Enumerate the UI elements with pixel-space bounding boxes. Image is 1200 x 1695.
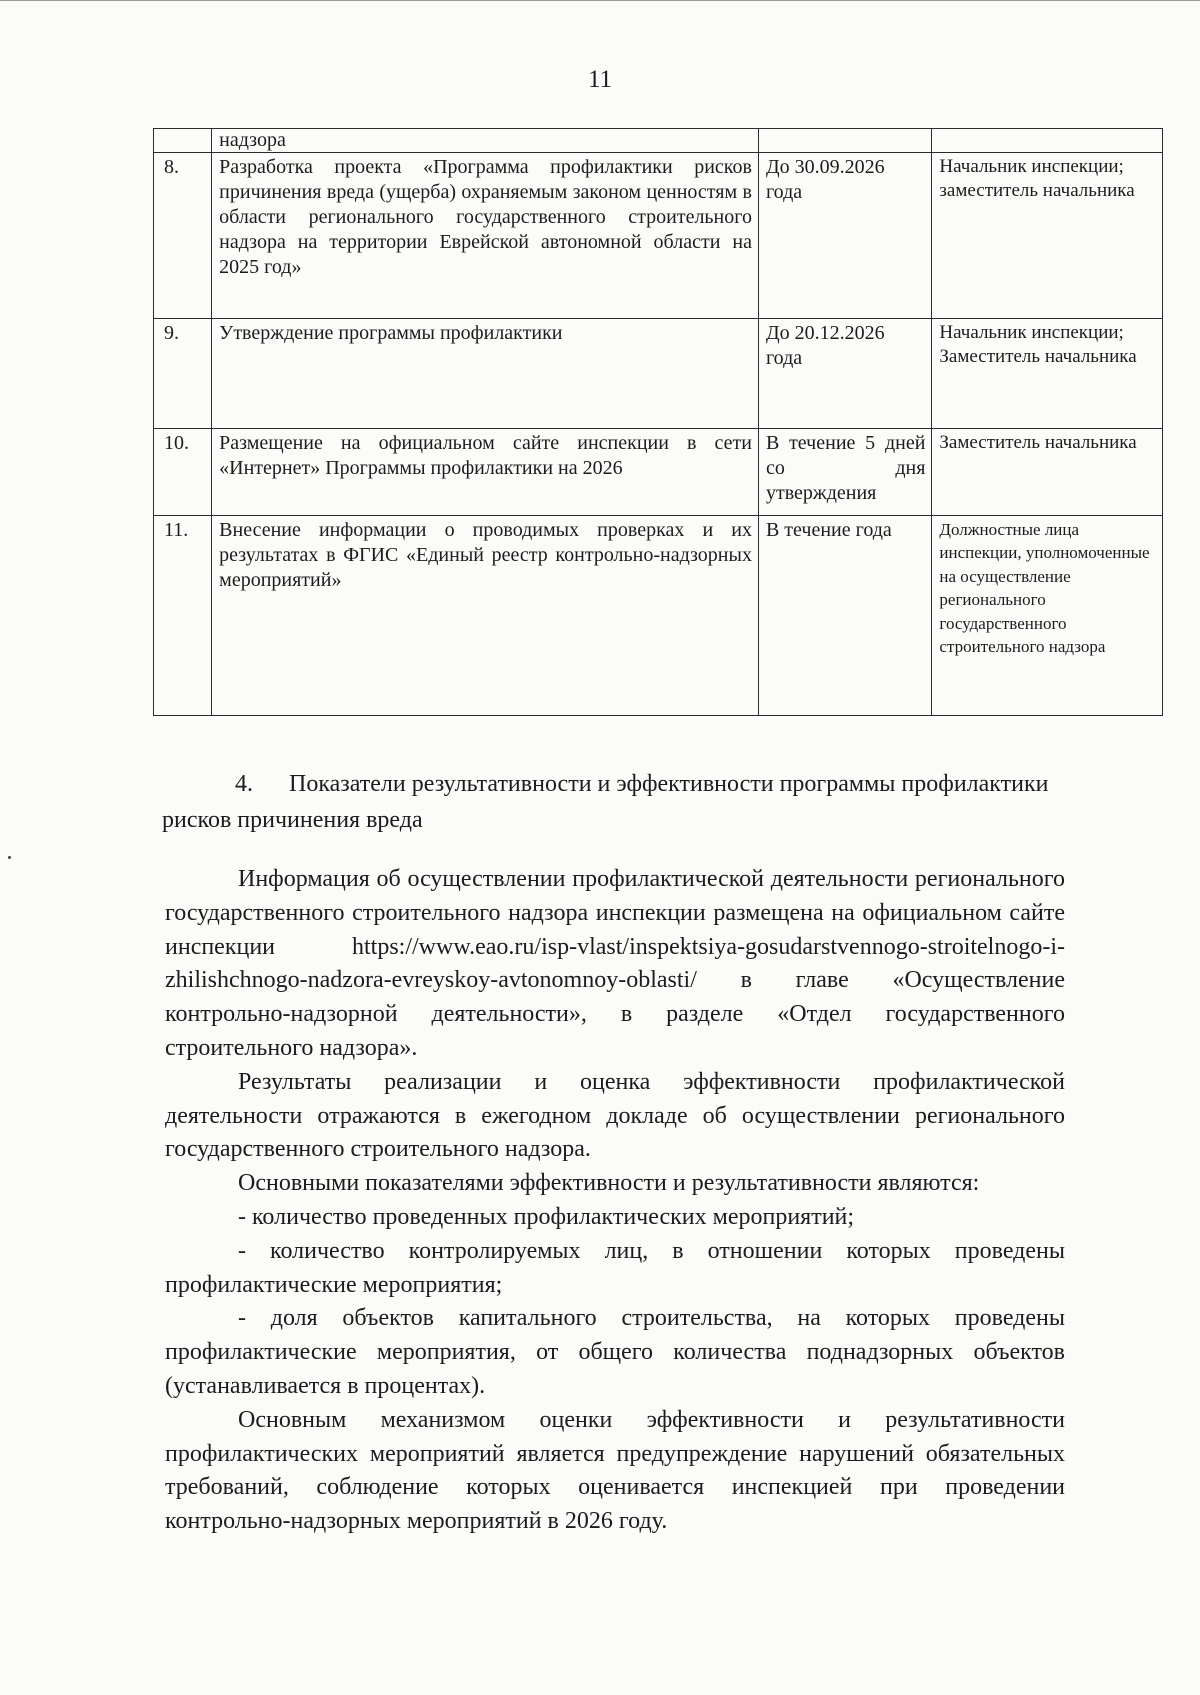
row-number: 8. bbox=[154, 153, 212, 319]
row-number: 11. bbox=[154, 516, 212, 716]
page-number: 11 bbox=[587, 66, 613, 93]
activity-cell: Внесение информации о проводимых проверках и их результатах в ФГИС «Единый реестр контрольно-надзорных мероприятий» bbox=[212, 516, 759, 716]
scan-speck bbox=[8, 856, 11, 859]
list-item: - количество контролируемых лиц, в отношении которых проведены профилактические мероприятия; bbox=[165, 1237, 1065, 1298]
section-title: Показатели результативности и эффективности программы профилактики рисков причинения вреда bbox=[162, 771, 1049, 833]
paragraph-info: Информация об осуществлении профилактической деятельности регионального государственного строительного надзора инспекции размещена на официальном сайте инспекции https://www.eao.ru/isp-vlast/inspektsiya-gosudarstvennogo-stroitelnogo-i-zhilishchnogo-nadzora-evreyskoy-avtonomnoy-oblasti/ в главе «Осуществление контрольно-надзорной деятельности», в разделе «Отдел государственного строительного надзора». bbox=[165, 866, 1065, 1061]
responsible-cell: Начальник инспекции; Заместитель начальника bbox=[932, 319, 1163, 429]
deadline-cell: До 20.12.2026 года bbox=[758, 319, 931, 429]
body-text bbox=[165, 863, 1065, 1539]
responsible-cell: Начальник инспекции; заместитель начальника bbox=[932, 153, 1163, 319]
table-row bbox=[154, 319, 1163, 429]
paragraph-indicators-intro: Основными показателями эффективности и результативности являются: bbox=[238, 1170, 980, 1197]
row-number: 9. bbox=[154, 319, 212, 429]
paragraph-mechanism: Основным механизмом оценки эффективности и результативности профилактических мероприятий является предупреждение нарушений обязательных требований, соблюдение которых оценивается инспекцией при проведении контрольно-надзорных мероприятий в 2026 году. bbox=[165, 1406, 1065, 1535]
paragraph-results: Результаты реализации и оценка эффективности профилактической деятельности отражаются в ежегодном докладе об осуществлении регионального государственного строительного надзора. bbox=[165, 1068, 1065, 1163]
responsible-cell bbox=[932, 129, 1163, 153]
section-heading bbox=[162, 766, 1062, 838]
deadline-cell: В течение 5 дней со дня утверждения bbox=[758, 429, 931, 516]
list-item: - доля объектов капитального строительства, на которых проведены профилактические мероприятия, от общего количества поднадзорных объектов (устанавливается в процентах). bbox=[165, 1305, 1065, 1399]
activity-cell: надзора bbox=[212, 129, 759, 153]
section-number: 4. bbox=[235, 771, 253, 797]
row-number bbox=[154, 129, 212, 153]
table-row bbox=[154, 429, 1163, 516]
table-row bbox=[154, 516, 1163, 716]
activity-cell: Размещение на официальном сайте инспекции в сети «Интернет» Программы профилактики на 2026 bbox=[212, 429, 759, 516]
responsible-cell: Должностные лица инспекции, уполномоченные на осуществление регионального государственного строительного надзора bbox=[932, 516, 1163, 716]
responsible-cell: Заместитель начальника bbox=[932, 429, 1163, 516]
table-row bbox=[154, 129, 1163, 153]
scan-top-edge bbox=[0, 0, 1200, 5]
activities-table bbox=[153, 128, 1163, 716]
activity-cell: Утверждение программы профилактики bbox=[212, 319, 759, 429]
deadline-cell bbox=[758, 129, 931, 153]
activity-cell: Разработка проекта «Программа профилактики рисков причинения вреда (ущерба) охраняемым законом ценностям в области регионального государственного строительного надзора на территории Еврейской автономной области на 2025 год» bbox=[212, 153, 759, 319]
deadline-cell: В течение года bbox=[758, 516, 931, 716]
row-number: 10. bbox=[154, 429, 212, 516]
table-row bbox=[154, 153, 1163, 319]
list-item: - количество проведенных профилактических мероприятий; bbox=[238, 1203, 855, 1230]
deadline-cell: До 30.09.2026 года bbox=[758, 153, 931, 319]
